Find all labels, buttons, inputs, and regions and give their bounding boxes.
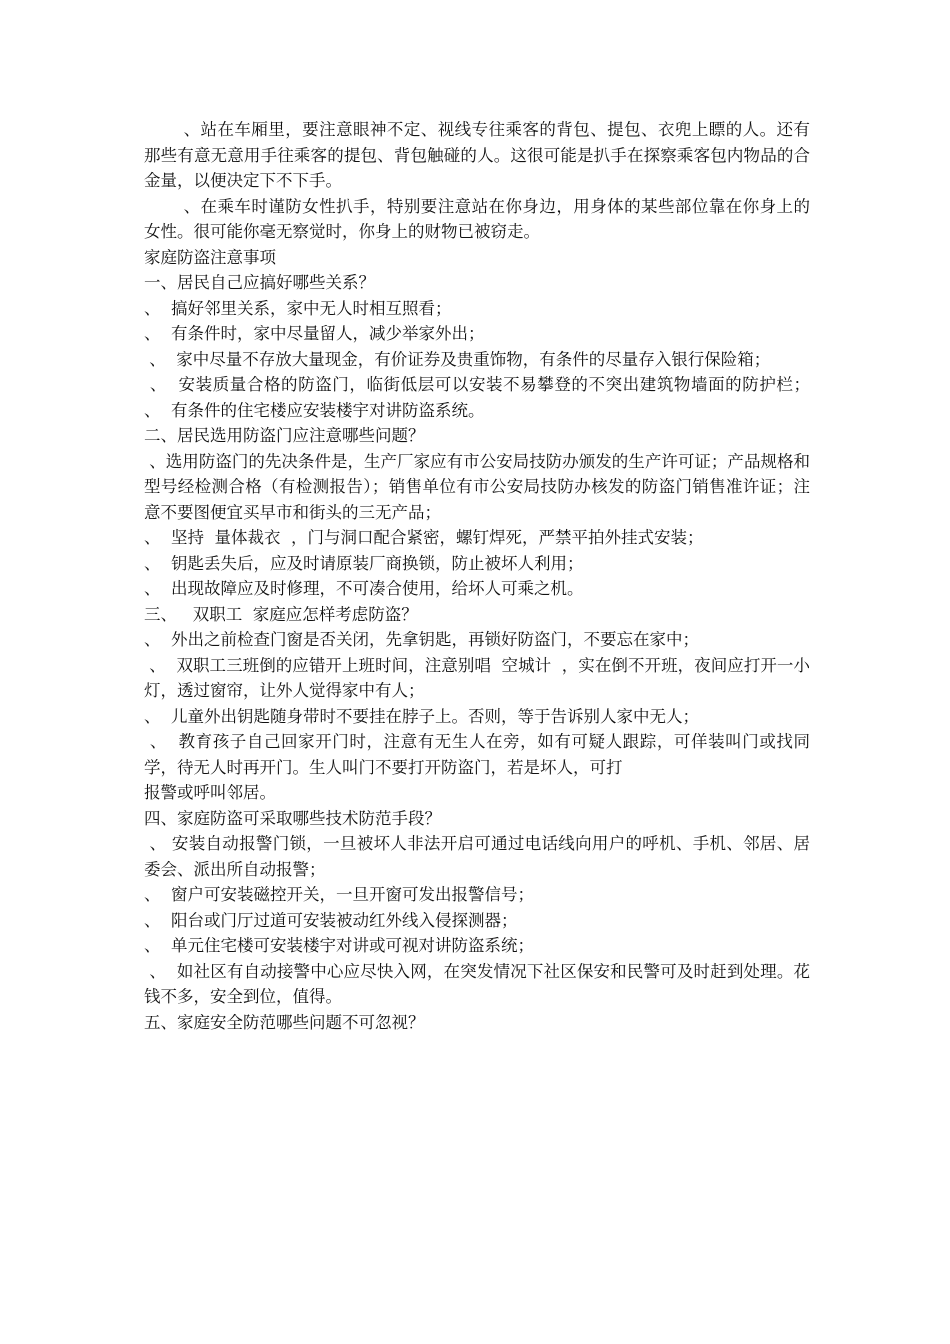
question-1-item: 、 有条件时，家中尽量留人，减少举家外出；	[144, 324, 485, 343]
question-4-title: 四、家庭防盗可采取哪些技术防范手段？	[144, 808, 441, 828]
question-4-item: 、 窗户可安装磁控开关，一旦开窗可发出报警信号；	[144, 885, 534, 904]
question-1-item: 、 家中尽量不存放大量现金，有价证券及贵重饰物，有条件的尽量存入银行保险箱；	[144, 349, 771, 369]
question-1-item: 、 搞好邻里关系，家中无人时相互照看；	[144, 298, 452, 318]
question-3-item: 、 儿童外出钥匙随身带时不要挂在脖子上。否则，等于告诉别人家中无人；	[144, 706, 699, 726]
question-4-item: 、 阳台或门厅过道可安装被动红外线入侵探测器；	[144, 910, 518, 930]
question-3-title: 三、 双职工 家庭应怎样考虑防盗？	[144, 604, 418, 624]
question-3-item: 、 教育孩子自己回家开门时，注意有无生人在旁，如有可疑人跟踪，可佯装叫门或找同学，待无人时再开门。生人叫门不要打开防盗门，若是坏人，可打	[144, 732, 810, 777]
question-3-item: 报警或呼叫邻居。	[144, 783, 276, 802]
question-4-item: 、 安装自动报警门锁，一旦被坏人非法开启可通过电话线向用户的呼机、手机、邻居、居委会、派出所自动报警；	[144, 834, 810, 879]
question-4-item: 、 如社区有自动接警中心应尽快入网，在突发情况下社区保安和民警可及时赶到处理。花钱不多，安全到位，值得。	[144, 961, 810, 1006]
question-1-item: 、 安装质量合格的防盗门，临街低层可以安装不易攀登的不突出建筑物墙面的防护栏； 、 有条件的住宅楼应安装楼宇对讲防盗系统。	[144, 375, 868, 420]
question-2-item: 、 钥匙丢失后，应及时请原装厂商换锁，防止被坏人利用；	[144, 553, 584, 573]
question-1-title: 一、居民自己应搞好哪些关系？	[144, 273, 375, 292]
question-2-title: 二、居民选用防盗门应注意哪些问题？	[144, 426, 425, 445]
intro-paragraph-2: 、在乘车时谨防女性扒手，特别要注意站在你身边，用身体的某些部位靠在你身上的女性。很可能你毫无察觉时，你身上的财物已被窃走。	[144, 196, 810, 241]
question-2-item: 、 坚持 量体裁衣 ，门与洞口配合紧密，螺钉焊死，严禁平拍外挂式安装；	[144, 528, 704, 547]
intro-paragraph-1: 、站在车厢里，要注意眼神不定、视线专往乘客的背包、提包、衣兜上瞟的人。还有那些有意无意用手往乘客的提包、背包触碰的人。这很可能是扒手在探察乘客包内物品的合金量，以便决定下不下手。	[144, 120, 810, 190]
question-3-item: 、 外出之前检查门窗是否关闭，先拿钥匙，再锁好防盗门，不要忘在家中；	[144, 630, 699, 649]
question-2-item: 、 出现故障应及时修理，不可凑合使用，给坏人可乘之机。	[144, 579, 584, 598]
document-body	[144, 117, 868, 1035]
section-title: 家庭防盗注意事项	[144, 247, 276, 267]
question-3-item: 、 双职工三班倒的应错开上班时间，注意别唱 空城计 ，实在倒不开班，夜间应打开一小灯，透过窗帘，让外人觉得家中有人；	[144, 655, 810, 700]
question-2-item: 、选用防盗门的先决条件是，生产厂家应有市公安局技防办颁发的生产许可证；产品规格和型号经检测合格（有检测报告）；销售单位有市公安局技防办核发的防盗门销售准许证；注意不要图便宜买早市和街头的三无产品；	[144, 451, 810, 522]
question-4-item: 、 单元住宅楼可安装楼宇对讲或可视对讲防盗系统；	[144, 936, 534, 955]
question-5-title: 五、家庭安全防范哪些问题不可忽视？	[144, 1012, 425, 1032]
